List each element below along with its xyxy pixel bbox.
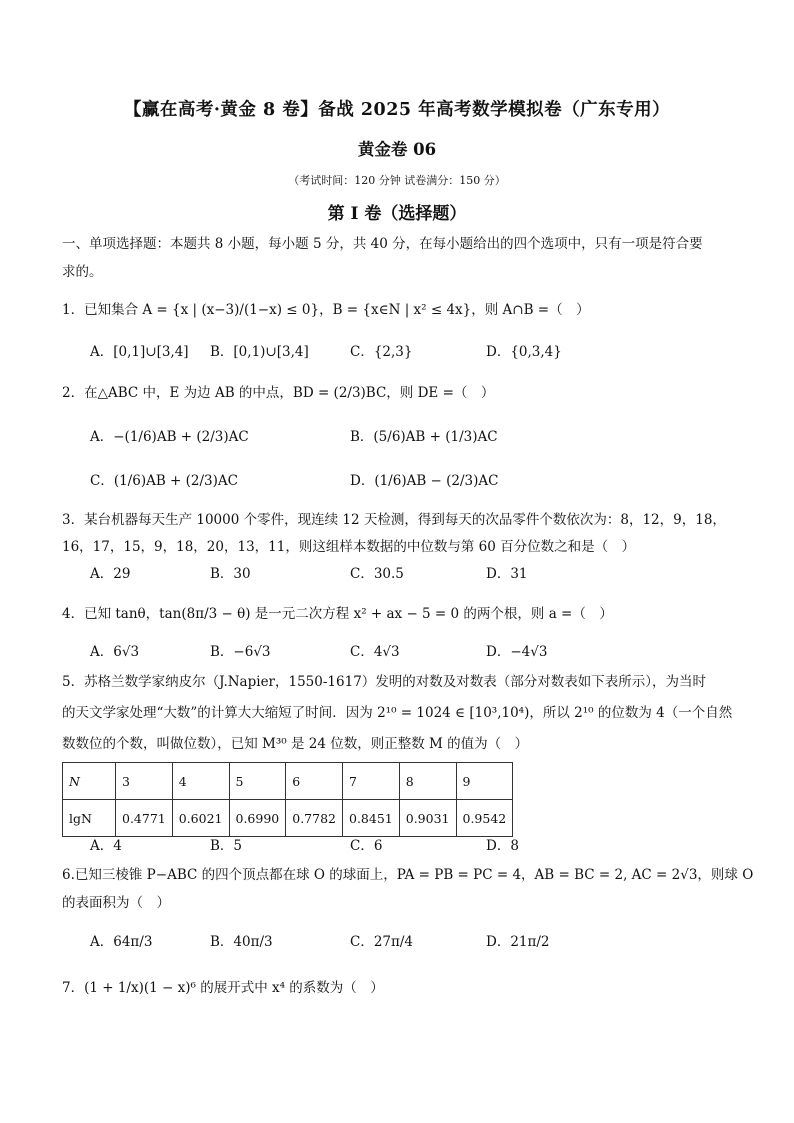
table-cell: N — [63, 763, 116, 800]
q3-option-b: B．30 — [210, 566, 251, 582]
q5-option-b: B．5 — [210, 838, 243, 854]
table-cell: 0.8451 — [343, 800, 400, 837]
log-table-row — [63, 800, 513, 837]
table-cell: 0.6990 — [229, 800, 286, 837]
table-cell: 3 — [116, 763, 173, 800]
q2-option-d: D．(1/6)AB − (2/3)AC — [350, 473, 499, 489]
q1-stem: 1．已知集合 A = {x | (x−3)/(1−x) ≤ 0}，B = {x∈N | x² ≤ 4x}，则 A∩B =（ ） — [62, 302, 590, 318]
table-cell: 4 — [172, 763, 229, 800]
log-table-row — [63, 763, 513, 800]
section-intro-line2: 求的。 — [62, 264, 103, 280]
q6-stem-line2: 的表面积为（ ） — [62, 895, 170, 911]
q5-option-c: C．6 — [350, 838, 383, 854]
q7-stem: 7．(1 + 1/x)(1 − x)⁶ 的展开式中 x⁴ 的系数为（ ） — [62, 980, 384, 996]
q4-stem: 4．已知 tanθ，tan(8π/3 − θ) 是一元二次方程 x² + ax − 5 = 0 的两个根，则 a =（ ） — [62, 606, 613, 622]
table-cell: 0.9542 — [456, 800, 513, 837]
part-title: 第 I 卷（选择题） — [327, 204, 467, 224]
section-intro-line1: 一、单项选择题：本题共 8 小题，每小题 5 分，共 40 分，在每小题给出的四个选项中，只有一项是符合要 — [62, 236, 703, 252]
q4-option-b: B．−6√3 — [210, 644, 271, 660]
q5-stem-line1: 5．苏格兰数学家纳皮尔（J.Napier，1550-1617）发明的对数及对数表（部分对数表如下表所示），为当时 — [62, 674, 707, 690]
q4-option-d: D．−4√3 — [486, 644, 548, 660]
q5-option-a: A．4 — [90, 838, 122, 854]
q5-option-d: D．8 — [486, 838, 519, 854]
q1-option-d: D．{0,3,4} — [486, 344, 562, 360]
q6-stem-line1: 6.已知三棱锥 P−ABC 的四个顶点都在球 O 的球面上，PA = PB = PC = 4，AB = BC = 2, AC = 2√3，则球 O — [62, 867, 754, 883]
q2-option-c: C．(1/6)AB + (2/3)AC — [90, 473, 238, 489]
q3-stem-line1: 3．某台机器每天生产 10000 个零件，现连续 12 天检测，得到每天的次品零件个数依次为：8，12，9，18， — [62, 512, 726, 528]
q1-option-b: B．[0,1)∪[3,4] — [210, 344, 309, 360]
q5-stem-line3: 数数位的个数，叫做位数），已知 M³⁰ 是 24 位数，则正整数 M 的值为（ ） — [62, 736, 529, 752]
q5-stem-line2: 的天文学家处理“大数”的计算大大缩短了时间．因为 2¹⁰ = 1024 ∈ [10³,10⁴)，所以 2¹⁰ 的位数为 4（一个自然 — [62, 705, 733, 721]
q2-option-a: A．−(1/6)AB + (2/3)AC — [90, 429, 249, 445]
table-cell: 8 — [399, 763, 456, 800]
table-cell: 0.7782 — [286, 800, 343, 837]
q4-option-a: A．6√3 — [90, 644, 140, 660]
q6-option-d: D．21π/2 — [486, 934, 550, 950]
table-cell: 0.4771 — [116, 800, 173, 837]
q2-stem: 2．在△ABC 中，E 为边 AB 的中点，BD = (2/3)BC，则 DE =（ ） — [62, 385, 495, 401]
q2-option-b: B．(5/6)AB + (1/3)AC — [350, 429, 498, 445]
q3-stem-line2: 16，17，15，9，18，20，13，11，则这组样本数据的中位数与第 60 百分位数之和是（ ） — [62, 539, 636, 555]
exam-subtitle: 黄金卷 06 — [357, 140, 437, 159]
q6-option-b: B．40π/3 — [210, 934, 273, 950]
q1-option-c: C．{2,3} — [350, 344, 413, 360]
table-cell: 0.6021 — [172, 800, 229, 837]
q6-option-a: A．64π/3 — [90, 934, 153, 950]
q3-option-a: A．29 — [90, 566, 131, 582]
table-cell: lgN — [63, 800, 116, 837]
q1-option-a: A．[0,1]∪[3,4] — [90, 344, 189, 360]
table-cell: 9 — [456, 763, 513, 800]
table-cell: 5 — [229, 763, 286, 800]
exam-title: 【赢在高考·黄金 8 卷】备战 2025 年高考数学模拟卷（广东专用） — [123, 100, 671, 120]
q4-option-c: C．4√3 — [350, 644, 400, 660]
q3-option-c: C．30.5 — [350, 566, 404, 582]
table-cell: 7 — [343, 763, 400, 800]
table-cell: 6 — [286, 763, 343, 800]
q6-option-c: C．27π/4 — [350, 934, 414, 950]
table-cell: 0.9031 — [399, 800, 456, 837]
q3-option-d: D．31 — [486, 566, 528, 582]
exam-info: （考试时间：120 分钟 试卷满分：150 分） — [288, 174, 506, 187]
log-table — [62, 762, 513, 837]
